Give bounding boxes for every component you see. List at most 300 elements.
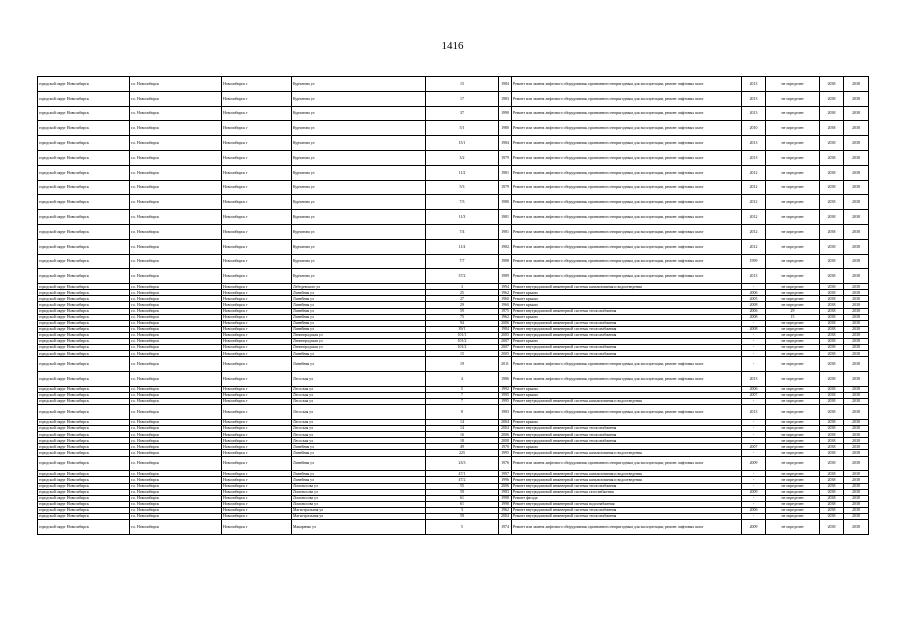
expiry-cell: не определен [766, 239, 820, 254]
last-repair-year-cell: 2012 [742, 239, 766, 254]
period-start-cell: 2038 [820, 296, 844, 302]
period-start-cell: 2038 [820, 269, 844, 284]
house-number-cell: 7 [426, 392, 499, 398]
municipality-cell: г.о. Новосибирск [130, 372, 222, 387]
period-end-cell: 2038 [844, 477, 869, 483]
work-type-cell: Ремонт внутридомовой инженерной системы теплоснабжения [512, 483, 742, 489]
period-end-cell: 2038 [844, 483, 869, 489]
period-end-cell: 2038 [844, 432, 869, 438]
build-year-cell: 2005 [499, 332, 512, 338]
city-cell: Новосибирск г [222, 471, 292, 477]
expiry-cell: не определен [766, 351, 820, 357]
last-repair-year-cell: 2013 [742, 405, 766, 420]
district-cell: городской округ Новосибирск [38, 339, 130, 345]
expiry-cell: не определен [766, 520, 820, 535]
table-row [38, 456, 869, 471]
city-cell: Новосибирск г [222, 419, 292, 425]
last-repair-year-cell: - [742, 284, 766, 290]
last-repair-year-cell: 2005 [742, 296, 766, 302]
period-end-cell: 2038 [844, 302, 869, 308]
city-cell: Новосибирск г [222, 284, 292, 290]
house-number-cell: 7/4 [426, 224, 499, 239]
city-cell: Новосибирск г [222, 345, 292, 351]
municipality-cell: г.о. Новосибирск [130, 386, 222, 392]
city-cell: Новосибирск г [222, 254, 292, 269]
last-repair-year-cell: - [742, 513, 766, 519]
period-end-cell: 2038 [844, 489, 869, 495]
street-cell: Лесоская ул [292, 405, 426, 420]
work-type-cell: Ремонт внутридомовой инженерной системы теплоснабжения [512, 332, 742, 338]
work-type-cell: Ремонт или замена лифтового оборудования, признанного непригодным для эксплуатации, ремонт лифтовых шахт [512, 136, 742, 151]
district-cell: городской округ Новосибирск [38, 419, 130, 425]
build-year-cell: 1989 [499, 269, 512, 284]
house-number-cell: 11/3 [426, 210, 499, 225]
street-cell: Ломоносова ул [292, 483, 426, 489]
house-number-cell: 29 [426, 302, 499, 308]
district-cell: городской округ Новосибирск [38, 489, 130, 495]
build-year-cell: 2004 [499, 426, 512, 432]
period-end-cell: 2038 [844, 399, 869, 405]
work-type-cell: Ремонт внутридомовой инженерной системы теплоснабжения [512, 432, 742, 438]
municipality-cell: г.о. Новосибирск [130, 150, 222, 165]
period-end-cell: 2038 [844, 520, 869, 535]
municipality-cell: г.о. Новосибирск [130, 438, 222, 444]
build-year-cell: 1996 [499, 477, 512, 483]
work-type-cell: Ремонт или замена лифтового оборудования, признанного непригодным для эксплуатации, ремонт лифтовых шахт [512, 210, 742, 225]
street-cell: Лесоская ул [292, 419, 426, 425]
table-row [38, 210, 869, 225]
build-year-cell: 1998 [499, 495, 512, 501]
expiry-cell: не определен [766, 489, 820, 495]
municipality-cell: г.о. Новосибирск [130, 495, 222, 501]
municipality-cell: г.о. Новосибирск [130, 471, 222, 477]
street-cell: Лесоская ул [292, 386, 426, 392]
period-start-cell: 2038 [820, 254, 844, 269]
municipality-cell: г.о. Новосибирск [130, 507, 222, 513]
period-end-cell: 2038 [844, 308, 869, 314]
house-number-cell: 7/3 [426, 195, 499, 210]
build-year-cell: 1995 [499, 450, 512, 456]
district-cell: городской округ Новосибирск [38, 284, 130, 290]
build-year-cell: 1962 [499, 507, 512, 513]
city-cell: Новосибирск г [222, 106, 292, 121]
last-repair-year-cell: - [742, 471, 766, 477]
period-start-cell: 2038 [820, 314, 844, 320]
build-year-cell: 1986 [499, 372, 512, 387]
period-start-cell: 2038 [820, 165, 844, 180]
municipality-cell: г.о. Новосибирск [130, 77, 222, 92]
work-type-cell: Ремонт фасада [512, 495, 742, 501]
municipality-cell: г.о. Новосибирск [130, 456, 222, 471]
city-cell: Новосибирск г [222, 351, 292, 357]
city-cell: Новосибирск г [222, 314, 292, 320]
expiry-cell: не определен [766, 165, 820, 180]
period-start-cell: 2038 [820, 106, 844, 121]
last-repair-year-cell: 2006 [742, 386, 766, 392]
period-start-cell: 2038 [820, 483, 844, 489]
work-type-cell: Ремонт внутридомовой инженерной системы теплоснабжения [512, 426, 742, 432]
expiry-cell: не определен [766, 372, 820, 387]
city-cell: Новосибирск г [222, 308, 292, 314]
district-cell: городской округ Новосибирск [38, 210, 130, 225]
street-cell: Курчатова ул [292, 77, 426, 92]
city-cell: Новосибирск г [222, 507, 292, 513]
last-repair-year-cell: - [742, 357, 766, 372]
house-number-cell: 15 [426, 351, 499, 357]
expiry-cell: не определен [766, 284, 820, 290]
period-end-cell: 2038 [844, 456, 869, 471]
house-number-cell: 5 [426, 386, 499, 392]
build-year-cell: 1980 [499, 121, 512, 136]
work-type-cell: Ремонт внутридомовой инженерной системы канализования и водоотведения [512, 284, 742, 290]
last-repair-year-cell: 2009 [742, 456, 766, 471]
period-end-cell: 2038 [844, 386, 869, 392]
expiry-cell: не определен [766, 438, 820, 444]
district-cell: городской округ Новосибирск [38, 91, 130, 106]
district-cell: городской округ Новосибирск [38, 165, 130, 180]
last-repair-year-cell: - [742, 320, 766, 326]
build-year-cell: 2005 [499, 351, 512, 357]
expiry-cell: не определен [766, 513, 820, 519]
street-cell: Ломоносова ул [292, 501, 426, 507]
work-type-cell: Ремонт или замена лифтового оборудования, признанного непригодным для эксплуатации, ремонт лифтовых шахт [512, 239, 742, 254]
district-cell: городской округ Новосибирск [38, 320, 130, 326]
table-row [38, 405, 869, 420]
district-cell: городской округ Новосибирск [38, 302, 130, 308]
build-year-cell: 1976 [499, 456, 512, 471]
district-cell: городской округ Новосибирск [38, 520, 130, 535]
expiry-cell: не определен [766, 501, 820, 507]
period-start-cell: 2038 [820, 520, 844, 535]
last-repair-year-cell: - [742, 345, 766, 351]
municipality-cell: г.о. Новосибирск [130, 351, 222, 357]
build-year-cell: 1997 [499, 471, 512, 477]
expiry-cell: не определен [766, 495, 820, 501]
last-repair-year-cell: 2012 [742, 224, 766, 239]
work-type-cell: Ремонт или замена лифтового оборудования, признанного непригодным для эксплуатации, ремонт лифтовых шахт [512, 254, 742, 269]
table-row [38, 106, 869, 121]
city-cell: Новосибирск г [222, 239, 292, 254]
period-start-cell: 2038 [820, 290, 844, 296]
street-cell: Лесоская ул [292, 438, 426, 444]
last-repair-year-cell: 2013 [742, 106, 766, 121]
city-cell: Новосибирск г [222, 339, 292, 345]
street-cell: Курчатова ул [292, 165, 426, 180]
work-type-cell: Ремонт крыши [512, 302, 742, 308]
district-cell: городской округ Новосибирск [38, 456, 130, 471]
city-cell: Новосибирск г [222, 136, 292, 151]
district-cell: городской округ Новосибирск [38, 483, 130, 489]
street-cell: Курчатова ул [292, 210, 426, 225]
expiry-cell: не определен [766, 296, 820, 302]
house-number-cell: 61 [426, 501, 499, 507]
work-type-cell: Ремонт внутридомовой инженерной системы канализования и водоотведения [512, 450, 742, 456]
period-start-cell: 2038 [820, 386, 844, 392]
build-year-cell: 2006 [499, 432, 512, 438]
period-end-cell: 2038 [844, 180, 869, 195]
municipality-cell: г.о. Новосибирск [130, 254, 222, 269]
period-end-cell: 2038 [844, 254, 869, 269]
expiry-cell: не определен [766, 399, 820, 405]
period-start-cell: 2038 [820, 77, 844, 92]
house-number-cell: 7/7 [426, 254, 499, 269]
work-type-cell: Ремонт крыши [512, 419, 742, 425]
period-start-cell: 2038 [820, 450, 844, 456]
city-cell: Новосибирск г [222, 372, 292, 387]
last-repair-year-cell: - [742, 399, 766, 405]
city-cell: Новосибирск г [222, 165, 292, 180]
work-type-cell: Ремонт внутридомовой инженерной системы канализования и водоотведения [512, 399, 742, 405]
district-cell: городской округ Новосибирск [38, 501, 130, 507]
table-row [38, 224, 869, 239]
city-cell: Новосибирск г [222, 91, 292, 106]
work-type-cell: Ремонт или замена лифтового оборудования, признанного непригодным для эксплуатации, ремонт лифтовых шахт [512, 269, 742, 284]
period-end-cell: 2038 [844, 419, 869, 425]
expiry-cell: не определен [766, 269, 820, 284]
house-number-cell: 101/1 [426, 332, 499, 338]
work-type-cell: Ремонт или замена лифтового оборудования, признанного непригодным для эксплуатации, ремонт лифтовых шахт [512, 77, 742, 92]
municipality-cell: г.о. Новосибирск [130, 477, 222, 483]
period-start-cell: 2038 [820, 210, 844, 225]
last-repair-year-cell: 2012 [742, 195, 766, 210]
house-number-cell: 61 [426, 495, 499, 501]
house-number-cell: 4 [426, 372, 499, 387]
period-start-cell: 2038 [820, 495, 844, 501]
municipality-cell: г.о. Новосибирск [130, 513, 222, 519]
work-type-cell: Ремонт или замена лифтового оборудования, признанного непригодным для эксплуатации, ремонт лифтовых шахт [512, 91, 742, 106]
work-type-cell: Ремонт или замена лифтового оборудования, признанного непригодным для эксплуатации, ремонт лифтовых шахт [512, 150, 742, 165]
city-cell: Новосибирск г [222, 399, 292, 405]
period-start-cell: 2038 [820, 195, 844, 210]
house-number-cell: 27 [426, 296, 499, 302]
district-cell: городской округ Новосибирск [38, 351, 130, 357]
house-number-cell: 25 [426, 290, 499, 296]
expiry-cell: не определен [766, 345, 820, 351]
period-start-cell: 2038 [820, 308, 844, 314]
period-start-cell: 2038 [820, 91, 844, 106]
period-start-cell: 2038 [820, 357, 844, 372]
period-end-cell: 2038 [844, 357, 869, 372]
table-row [38, 520, 869, 535]
build-year-cell: 2008 [499, 438, 512, 444]
last-repair-year-cell: 2013 [742, 91, 766, 106]
street-cell: Линейная ул [292, 296, 426, 302]
build-year-cell: 1983 [499, 405, 512, 420]
build-year-cell: 2004 [499, 513, 512, 519]
expiry-cell: не определен [766, 419, 820, 425]
house-number-cell: 18 [426, 438, 499, 444]
expiry-cell: не определен [766, 477, 820, 483]
period-end-cell: 2038 [844, 269, 869, 284]
municipality-cell: г.о. Новосибирск [130, 308, 222, 314]
street-cell: Курчатова ул [292, 106, 426, 121]
last-repair-year-cell: 2012 [742, 165, 766, 180]
period-end-cell: 2038 [844, 210, 869, 225]
house-number-cell: 15 [426, 77, 499, 92]
house-number-cell: 59 [426, 513, 499, 519]
expiry-cell: не определен [766, 320, 820, 326]
last-repair-year-cell: 2008 [742, 302, 766, 308]
last-repair-year-cell: 1999 [742, 254, 766, 269]
street-cell: Линейная ул [292, 444, 426, 450]
period-start-cell: 2038 [820, 121, 844, 136]
street-cell: Курчатова ул [292, 91, 426, 106]
last-repair-year-cell: 2007 [742, 392, 766, 398]
last-repair-year-cell: - [742, 495, 766, 501]
build-year-cell: 2011 [499, 357, 512, 372]
expiry-cell: не определен [766, 456, 820, 471]
expiry-cell: 29 [766, 308, 820, 314]
work-type-cell: Ремонт или замена лифтового оборудования, признанного непригодным для эксплуатации, ремонт лифтовых шахт [512, 195, 742, 210]
municipality-cell: г.о. Новосибирск [130, 489, 222, 495]
last-repair-year-cell: - [742, 438, 766, 444]
city-cell: Новосибирск г [222, 180, 292, 195]
last-repair-year-cell: - [742, 419, 766, 425]
period-start-cell: 2038 [820, 326, 844, 332]
expiry-cell: не определен [766, 392, 820, 398]
expiry-cell: не определен [766, 195, 820, 210]
period-start-cell: 2038 [820, 320, 844, 326]
municipality-cell: г.о. Новосибирск [130, 106, 222, 121]
period-end-cell: 2038 [844, 372, 869, 387]
last-repair-year-cell: - [742, 426, 766, 432]
last-repair-year-cell: 2008 [742, 314, 766, 320]
city-cell: Новосибирск г [222, 320, 292, 326]
work-type-cell: Ремонт внутридомовой инженерной системы теплоснабжения [512, 320, 742, 326]
district-cell: городской округ Новосибирск [38, 106, 130, 121]
period-end-cell: 2038 [844, 450, 869, 456]
street-cell: Лебедевского ул [292, 284, 426, 290]
build-year-cell: 1992 [499, 386, 512, 392]
period-start-cell: 2038 [820, 136, 844, 151]
district-cell: городской округ Новосибирск [38, 444, 130, 450]
period-end-cell: 2038 [844, 195, 869, 210]
expiry-cell: не определен [766, 405, 820, 420]
district-cell: городской округ Новосибирск [38, 432, 130, 438]
house-number-cell: 101/2 [426, 339, 499, 345]
build-year-cell: 2006 [499, 320, 512, 326]
street-cell: Линейная ул [292, 314, 426, 320]
city-cell: Новосибирск г [222, 444, 292, 450]
street-cell: Лесоская ул [292, 426, 426, 432]
work-type-cell: Ремонт крыши [512, 392, 742, 398]
work-type-cell: Ремонт или замена лифтового оборудования, признанного непригодным для эксплуатации, ремонт лифтовых шахт [512, 456, 742, 471]
municipality-cell: г.о. Новосибирск [130, 392, 222, 398]
district-cell: городской округ Новосибирск [38, 386, 130, 392]
city-cell: Новосибирск г [222, 432, 292, 438]
build-year-cell: 2007 [499, 339, 512, 345]
period-end-cell: 2038 [844, 326, 869, 332]
street-cell: Курчатова ул [292, 254, 426, 269]
house-number-cell: 59 [426, 489, 499, 495]
expiry-cell: не определен [766, 77, 820, 92]
street-cell: Ленинградская ул [292, 345, 426, 351]
period-end-cell: 2038 [844, 332, 869, 338]
build-year-cell: 1979 [499, 150, 512, 165]
house-number-cell: 23/3 [426, 456, 499, 471]
house-number-cell: 5 [426, 520, 499, 535]
period-end-cell: 2038 [844, 165, 869, 180]
last-repair-year-cell: 2008 [742, 326, 766, 332]
build-year-cell: 1990 [499, 106, 512, 121]
expiry-cell: не определен [766, 121, 820, 136]
house-number-cell: 17 [426, 91, 499, 106]
district-cell: городской округ Новосибирск [38, 438, 130, 444]
expiry-cell: не определен [766, 210, 820, 225]
period-start-cell: 2038 [820, 239, 844, 254]
last-repair-year-cell: - [742, 339, 766, 345]
expiry-cell: не определен [766, 450, 820, 456]
district-cell: городской округ Новосибирск [38, 269, 130, 284]
city-cell: Новосибирск г [222, 302, 292, 308]
period-start-cell: 2038 [820, 392, 844, 398]
period-start-cell: 2038 [820, 456, 844, 471]
municipality-cell: г.о. Новосибирск [130, 450, 222, 456]
district-cell: городской округ Новосибирск [38, 405, 130, 420]
district-cell: городской округ Новосибирск [38, 477, 130, 483]
street-cell: Ленинградская ул [292, 339, 426, 345]
expiry-cell: не определен [766, 426, 820, 432]
build-year-cell: 1984 [499, 77, 512, 92]
expiry-cell: не определен [766, 106, 820, 121]
build-year-cell: 1980 [499, 195, 512, 210]
city-cell: Новосибирск г [222, 392, 292, 398]
period-start-cell: 2038 [820, 444, 844, 450]
period-end-cell: 2038 [844, 290, 869, 296]
build-year-cell: 1974 [499, 520, 512, 535]
municipality-cell: г.о. Новосибирск [130, 320, 222, 326]
work-type-cell: Ремонт внутридомовой инженерной системы теплоснабжения [512, 438, 742, 444]
street-cell: Линейная ул [292, 320, 426, 326]
municipality-cell: г.о. Новосибирск [130, 426, 222, 432]
work-type-cell: Ремонт внутридомовой инженерной системы канализования и водоотведения [512, 477, 742, 483]
city-cell: Новосибирск г [222, 489, 292, 495]
municipality-cell: г.о. Новосибирск [130, 399, 222, 405]
expiry-cell: не определен [766, 483, 820, 489]
period-start-cell: 2038 [820, 507, 844, 513]
period-end-cell: 2038 [844, 438, 869, 444]
district-cell: городской округ Новосибирск [38, 495, 130, 501]
municipality-cell: г.о. Новосибирск [130, 432, 222, 438]
street-cell: Лесоская ул [292, 432, 426, 438]
municipality-cell: г.о. Новосибирск [130, 269, 222, 284]
last-repair-year-cell: - [742, 332, 766, 338]
district-cell: городской округ Новосибирск [38, 180, 130, 195]
street-cell: Линейная ул [292, 308, 426, 314]
municipality-cell: г.о. Новосибирск [130, 302, 222, 308]
expiry-cell: не определен [766, 444, 820, 450]
period-start-cell: 2038 [820, 489, 844, 495]
house-number-cell: 37/2 [426, 269, 499, 284]
district-cell: городской округ Новосибирск [38, 150, 130, 165]
district-cell: городской округ Новосибирск [38, 332, 130, 338]
city-cell: Новосибирск г [222, 495, 292, 501]
municipality-cell: г.о. Новосибирск [130, 444, 222, 450]
period-start-cell: 2038 [820, 180, 844, 195]
last-repair-year-cell: 2006 [742, 290, 766, 296]
city-cell: Новосибирск г [222, 456, 292, 471]
work-type-cell: Ремонт или замена лифтового оборудования, признанного непригодным для эксплуатации, ремонт лифтовых шахт [512, 121, 742, 136]
house-number-cell: 7 [426, 399, 499, 405]
period-end-cell: 2038 [844, 339, 869, 345]
municipality-cell: г.о. Новосибирск [130, 520, 222, 535]
house-number-cell: 15/1 [426, 136, 499, 151]
table-row [38, 121, 869, 136]
period-end-cell: 2038 [844, 136, 869, 151]
table-row [38, 180, 869, 195]
build-year-cell: 1960 [499, 296, 512, 302]
house-number-cell: 8 [426, 405, 499, 420]
